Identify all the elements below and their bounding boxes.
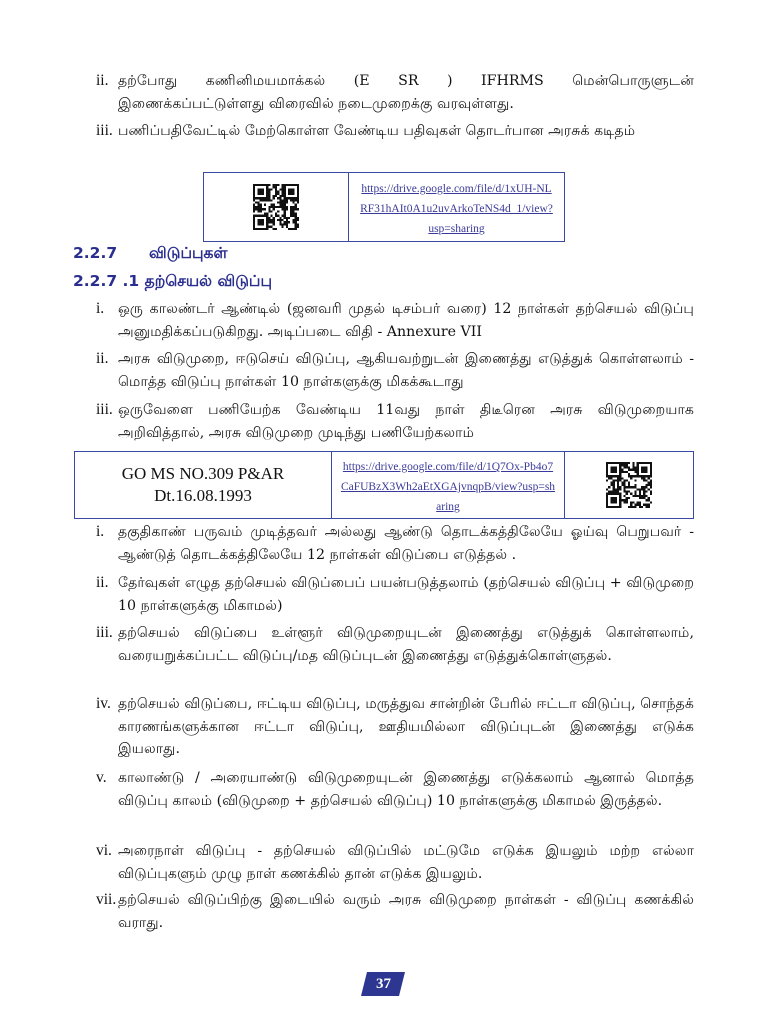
qr-code-icon <box>253 184 299 230</box>
list-item-mid-i <box>96 298 694 343</box>
link-box-1 <box>203 172 565 242</box>
go-reference-box <box>74 451 694 519</box>
item-number: iii. <box>96 624 113 641</box>
item-number: i. <box>96 523 105 540</box>
item-text: பணிப்பதிவேட்டில் மேற்கொள்ள வேண்டிய பதிவுகள் தொடர்பான அரசுக் கடிதம் <box>118 123 636 139</box>
list-item-bottom-vii <box>96 889 694 934</box>
go-qr-cell <box>565 452 694 519</box>
item-text: காலாண்டு / அரையாண்டு விடுமுறையுடன் இணைத்து எடுக்கலாம் ஆனால் மொத்த விடுப்பு காலம் (விடுமுறை + தற்செயல் விடுப்பு) 10 நாள்களுக்கு மிகாமல் இருத்தல். <box>118 770 694 809</box>
list-item-top-iii <box>96 120 694 143</box>
list-item-mid-ii <box>96 348 694 393</box>
item-text: ஒருவேளை பணியேற்க வேண்டிய 11வது நாள் திடீரென அரசு விடுமுறையாக அறிவித்தால், அரசு விடுமுறை முடிந்து பணியேற்கலாம் <box>118 402 694 441</box>
go-title: GO MS NO.309 P&AR <box>121 464 285 483</box>
item-number: iii. <box>96 122 113 139</box>
item-number: ii. <box>96 574 109 591</box>
page-number-badge <box>361 972 405 996</box>
item-number: ii. <box>96 350 109 367</box>
drive-link-1[interactable]: https://drive.google.com/file/d/1xUH-NLRF31hAIt0A1u2uvArkoTeNS4d_1/view?usp=sharing <box>360 183 553 235</box>
go-date: Dt.16.08.1993 <box>154 486 252 505</box>
item-text: தற்செயல் விடுப்பை உள்ளூர் விடுமுறையுடன் இணைத்து எடுத்துக் கொள்ளலாம், வரையறுக்கப்பட்ட விடுப்பு/மத விடுப்புடன் இணைத்து எடுத்துக்கொள்ளுதல். <box>118 625 694 664</box>
item-number: vi. <box>96 842 112 859</box>
list-item-top-ii <box>96 70 694 115</box>
list-item-bottom-iv <box>96 693 694 761</box>
list-item-bottom-vi <box>96 840 694 885</box>
item-number: iii. <box>96 401 113 418</box>
subsection-heading: 2.2.7 .1 தற்செயல் விடுப்பு <box>73 272 272 290</box>
list-item-mid-iii <box>96 399 694 444</box>
qr-code-icon <box>606 462 652 508</box>
item-text: தற்போது கணினிமயமாக்கல் (E SR ) IFHRMS மென்பொருளுடன் இணைக்கப்பட்டுள்ளது விரைவில் நடைமுறைக்கு வரவுள்ளது. <box>118 73 694 112</box>
section-title: விடுப்புகள் <box>149 244 228 262</box>
section-number: 2.2.7 <box>73 244 118 262</box>
list-item-bottom-i <box>96 521 694 566</box>
item-number: i. <box>96 300 105 317</box>
list-item-bottom-iii <box>96 622 694 667</box>
item-text: அரசு விடுமுறை, ஈடுசெய் விடுப்பு, ஆகியவற்றுடன் இணைத்து எடுத்துக் கொள்ளலாம் - மொத்த விடுப்பு நாள்கள் 10 நாள்களுக்கு மிகக்கூடாது <box>118 351 694 390</box>
link-cell <box>349 173 565 242</box>
go-link-cell <box>332 452 565 519</box>
item-text: தேர்வுகள் எழுத தற்செயல் விடுப்பைப் பயன்படுத்தலாம் (தற்செயல் விடுப்பு + விடுமுறை 10 நாள்களுக்கு மிகாமல்) <box>118 575 694 614</box>
list-item-bottom-ii <box>96 572 694 617</box>
page-number: 37 <box>375 976 391 992</box>
go-title-cell <box>75 452 332 519</box>
item-number: iv. <box>96 695 111 712</box>
item-number: vii. <box>96 891 117 908</box>
item-text: தற்செயல் விடுப்பை, ஈட்டிய விடுப்பு, மருத்துவ சான்றின் பேரில் ஈட்டா விடுப்பு, சொந்தக் காரணங்களுக்கான ஈட்டா விடுப்பு, ஊதியமில்லா விடுப்புடன் இணைத்து எடுக்க இயலாது. <box>118 696 694 757</box>
drive-link-2[interactable]: https://drive.google.com/file/d/1Q7Ox-Pb4o7CaFUBzX3Wh2aEtXGAjvnqpB/view?usp=sharing <box>340 461 556 513</box>
item-text: தற்செயல் விடுப்பிற்கு இடையில் வரும் அரசு விடுமுறை நாள்கள் - விடுப்பு கணக்கில் வராது. <box>118 892 694 931</box>
item-text: ஒரு காலண்டர் ஆண்டில் (ஜனவரி முதல் டிசம்பர் வரை) 12 நாள்கள் தற்செயல் விடுப்பு அனுமதிக்கப்படுகிறது. அடிப்படை விதி - Annexure VII <box>118 301 694 340</box>
list-item-bottom-v <box>96 767 694 812</box>
item-text: அரைநாள் விடுப்பு - தற்செயல் விடுப்பில் மட்டுமே எடுக்க இயலும் மற்ற எல்லா விடுப்புகளும் முழு நாள் கணக்கில் தான் எடுக்க இயலும். <box>118 843 694 882</box>
item-number: v. <box>96 769 107 786</box>
item-number: ii. <box>96 72 109 89</box>
qr-cell <box>204 173 349 242</box>
section-heading <box>73 244 227 264</box>
item-text: தகுதிகாண் பருவம் முடித்தவர் அல்லது ஆண்டு தொடக்கத்திலேயே ஓய்வு பெறுபவர் - ஆண்டுத் தொடக்கத்திலேயே 12 நாள்கள் விடுப்பை எடுத்தல் . <box>118 524 694 563</box>
